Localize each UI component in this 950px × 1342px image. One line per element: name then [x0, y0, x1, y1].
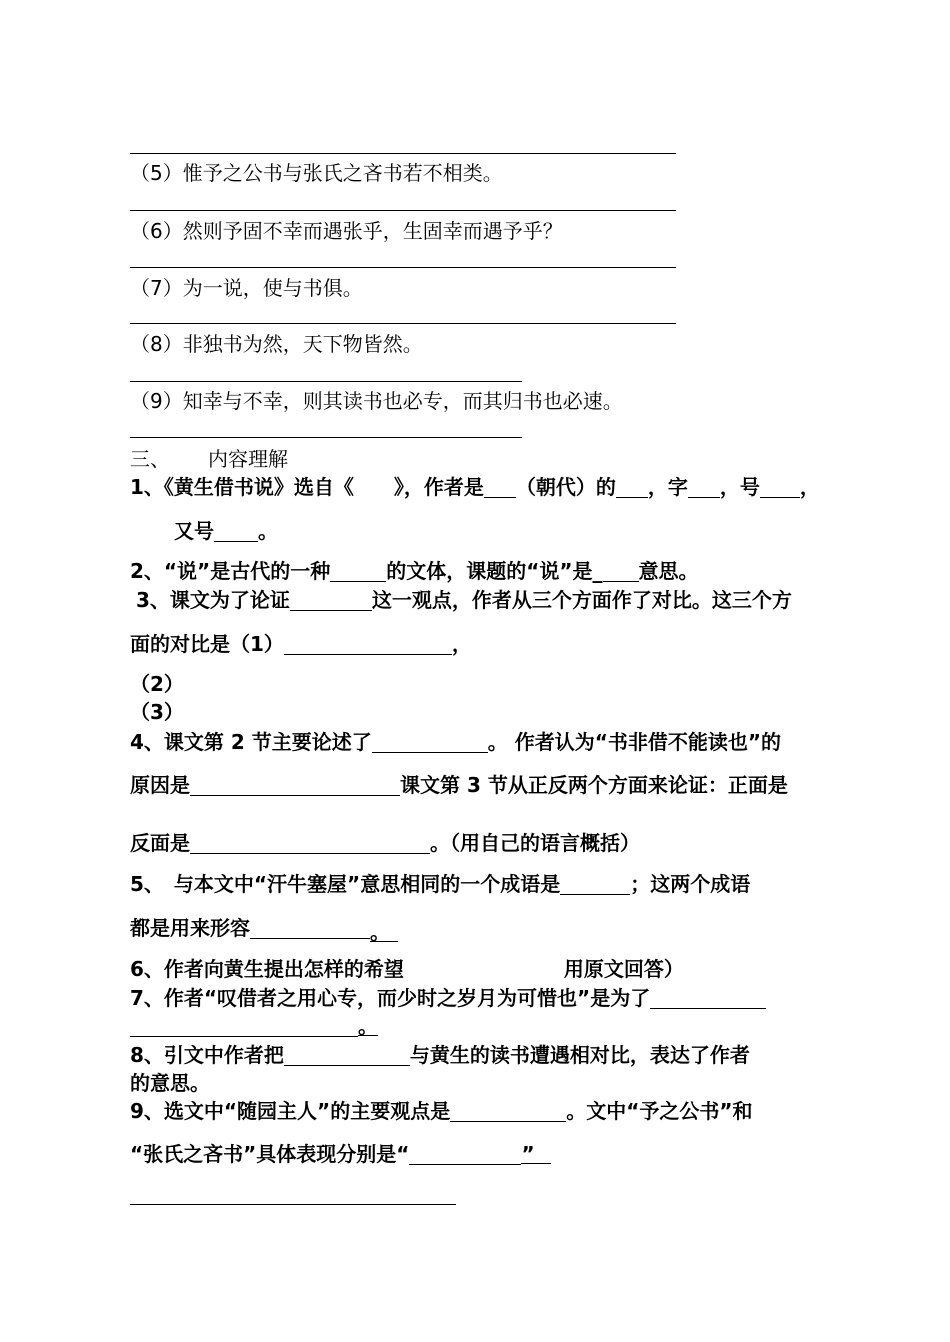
- question-7: 7、作者“叹借者之用心专，而少时之岁月为可惜也”是为了: [130, 985, 766, 1011]
- question-3-part-3: （3）: [130, 700, 184, 724]
- fill-blank[interactable]: [650, 988, 766, 1009]
- fill-blank[interactable]: [130, 1016, 358, 1037]
- translation-item-6: （6）然则予固不幸而遇张乎，生固幸而遇予乎？: [130, 219, 563, 243]
- fill-blank[interactable]: [688, 477, 720, 498]
- fill-blank[interactable]: [409, 1144, 521, 1165]
- answer-line[interactable]: [130, 153, 676, 154]
- answer-line[interactable]: [130, 437, 522, 438]
- question-5-line-2: 都是用来形容 。: [130, 915, 398, 942]
- fill-blank-end[interactable]: 。: [370, 919, 398, 942]
- translation-item-9: （9）知幸与不幸，则其读书也必专，而其归书也必速。: [130, 389, 623, 413]
- question-3-line-2: 面的对比是（1） ，: [130, 632, 472, 656]
- question-1-line-2: 又号 。: [174, 519, 278, 543]
- fill-blank[interactable]: [450, 1101, 566, 1122]
- answer-line[interactable]: [130, 267, 676, 268]
- answer-line[interactable]: [130, 381, 522, 382]
- fill-blank[interactable]: [190, 775, 400, 796]
- translation-item-8: （8）非独书为然，天下物皆然。: [130, 332, 423, 356]
- translation-item-5: （5）惟予之公书与张氏之吝书若不相类。: [130, 161, 503, 185]
- question-1: 1、《黄生借书说》选自《 》，作者是 （朝代）的 ，字 ，号 ，: [130, 475, 820, 499]
- answer-line[interactable]: [130, 1204, 456, 1205]
- fill-blank[interactable]: [214, 521, 258, 542]
- fill-blank[interactable]: [760, 477, 800, 498]
- section-number: 三、: [130, 447, 170, 471]
- question-9-line-2: “张氏之吝书”具体表现分别是“ ”: [130, 1141, 551, 1167]
- section-heading: [130, 446, 288, 472]
- fill-blank[interactable]: [284, 1045, 410, 1066]
- question-7-line-2: 。: [130, 1013, 378, 1039]
- fill-blank[interactable]: [284, 634, 452, 655]
- translation-item-7: （7）为一说，使与书俱。: [130, 276, 363, 300]
- fill-blank[interactable]: [603, 561, 639, 582]
- question-6: 6、作者向黄生提出怎样的希望 用原文回答）: [130, 957, 684, 981]
- fill-blank[interactable]: [484, 477, 516, 498]
- question-4: 4、课文第 2 节主要论述了 。 作者认为“书非借不能读也”的: [130, 730, 782, 754]
- question-9: 9、选文中“随园主人”的主要观点是 。文中“予之公书”和: [130, 1099, 753, 1123]
- question-4-line-2: 原因是 课文第 3 节从正反两个方面来论证：正面是: [130, 773, 788, 797]
- fill-blank[interactable]: [290, 590, 372, 611]
- question-8: 8、引文中作者把 与黄生的读书遭遇相对比，表达了作者: [130, 1043, 750, 1067]
- answer-line[interactable]: [130, 210, 676, 211]
- answer-line[interactable]: [130, 323, 676, 324]
- section-title: 内容理解: [208, 447, 288, 471]
- fill-blank[interactable]: [250, 918, 370, 939]
- fill-blank[interactable]: [560, 874, 630, 895]
- fill-blank[interactable]: [190, 833, 430, 854]
- question-8-line-2: 的意思。: [130, 1071, 210, 1095]
- fill-blank[interactable]: [372, 732, 488, 753]
- fill-blank[interactable]: [616, 477, 648, 498]
- question-4-line-3: 反面是 。（用自己的语言概括）: [130, 831, 640, 855]
- question-2: 2、“说”是古代的一种 的文体，课题的“说”是_ 意思。: [130, 559, 699, 583]
- question-5: 5、 与本文中“汗牛塞屋”意思相同的一个成语是 ；这两个成语: [130, 872, 751, 896]
- fill-blank[interactable]: [330, 561, 386, 582]
- question-3: 3、课文为了论证 这一观点，作者从三个方面作了对比。这三个方: [136, 588, 792, 612]
- question-3-part-2: （2）: [130, 672, 184, 696]
